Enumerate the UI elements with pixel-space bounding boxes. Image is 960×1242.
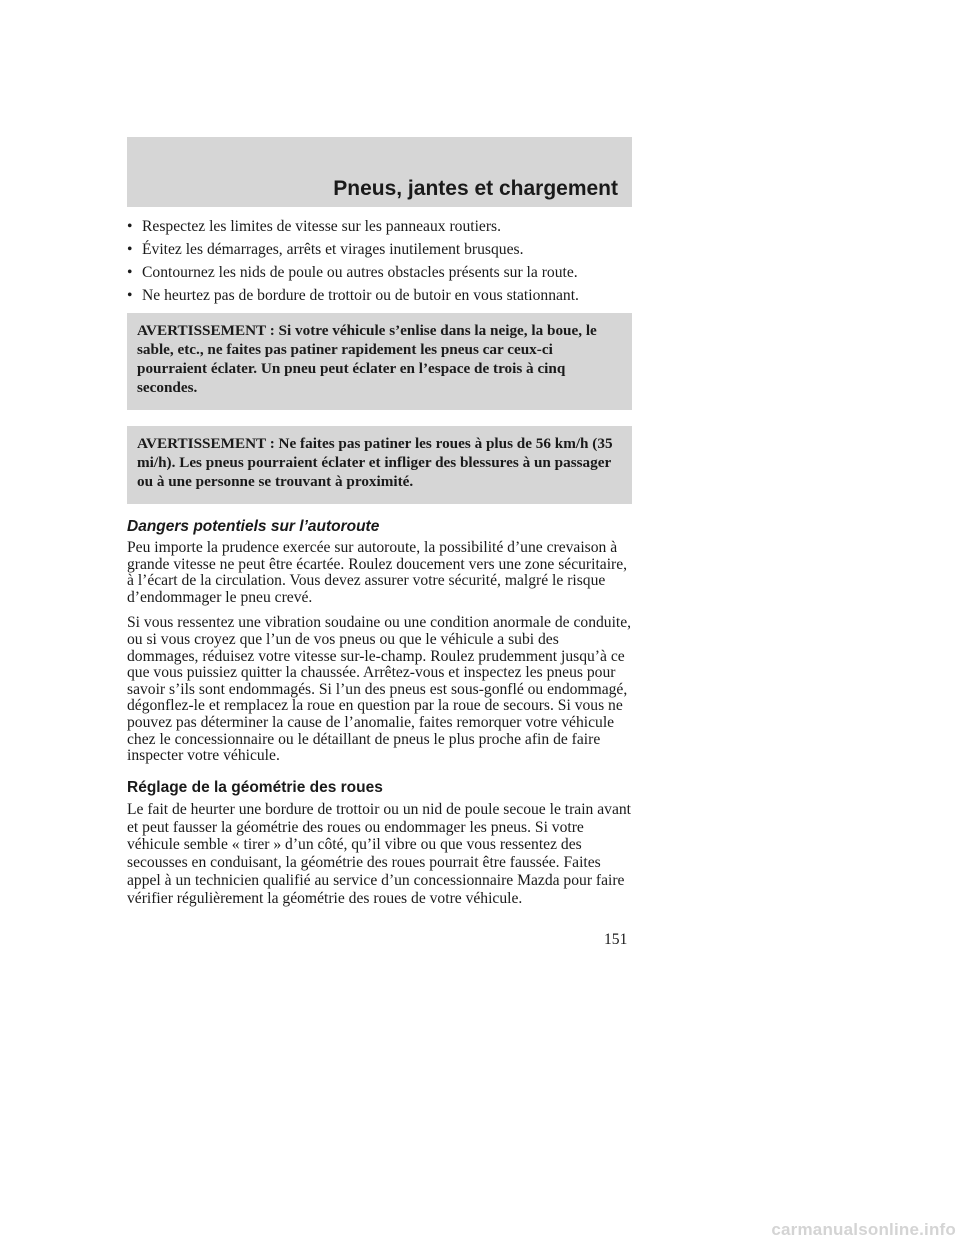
paragraph: Le fait de heurter une bordure de trottoir ou un nid de poule secoue le train avant et peut fausser la géométrie des roues ou endommager les pneus. Si votre véhicule semble « tirer » d’un côté, qu’il vibre ou que vous ressentez des secousses en conduisant, la géométrie des roues pourrait être faussée. Faites appel à un technicien qualifié au service d’un concessionnaire Mazda pour faire vérifier régulièrement la géométrie des roues de votre véhicule. [127, 800, 632, 907]
bullet-icon: • [127, 241, 133, 258]
warning-box-speed: AVERTISSEMENT : Ne faites pas patiner les roues à plus de 56 km/h (35 mi/h). Les pneus pourraient éclater et infliger des blessures à un passager ou à une personne se trouvant à proximité. [127, 426, 632, 504]
list-item [127, 218, 632, 235]
list-item [127, 264, 632, 281]
list-item [127, 287, 632, 304]
bullet-list [127, 218, 632, 304]
page-number: 151 [604, 931, 628, 948]
bullet-icon: • [127, 264, 133, 281]
bullet-icon: • [127, 287, 133, 304]
bullet-text: Contournez les nids de poule ou autres obstacles présents sur la route. [142, 264, 578, 281]
paragraph: Si vous ressentez une vibration soudaine ou une condition anormale de conduite, ou si vous croyez que l’un de vos pneus ou que le véhicule a subi des dommages, réduisez votre vitesse sur-le-champ. Roulez prudemment jusqu’à ce que vous puissiez quitter la chaussée. Arrêtez-vous et inspectez les pneus pour savoir s’ils sont endommagés. Si l’un des pneus est sous-gonflé ou endommagé, dégonflez-le et remplacez la roue en question par la roue de secours. Si vous ne pouvez pas déterminer la cause de l’anomalie, faites remorquer votre véhicule chez le concessionnaire ou le détaillant de pneus le plus proche afin de faire inspecter votre véhicule. [127, 614, 632, 765]
warning-box-spinning: AVERTISSEMENT : Si votre véhicule s’enlise dans la neige, la boue, le sable, etc., ne faites pas patiner rapidement les pneus car ceux-ci pourraient éclater. Un pneu peut éclater en l’espace de trois à cinq secondes. [127, 313, 632, 410]
section-title-highway: Dangers potentiels sur l’autoroute [127, 518, 380, 535]
section-title-alignment: Réglage de la géométrie des roues [127, 778, 383, 796]
header-band [127, 137, 632, 207]
page-header-title: Pneus, jantes et chargement [333, 177, 618, 200]
watermark: carmanualsonline.info [771, 1220, 956, 1239]
bullet-text: Respectez les limites de vitesse sur les panneaux routiers. [142, 218, 501, 235]
list-item [127, 241, 632, 258]
bullet-text: Ne heurtez pas de bordure de trottoir ou de butoir en vous stationnant. [142, 287, 579, 304]
bullet-text: Évitez les démarrages, arrêts et virages inutilement brusques. [142, 241, 524, 258]
page-content [127, 218, 632, 917]
paragraph: Peu importe la prudence exercée sur autoroute, la possibilité d’une crevaison à grande vitesse ne peut être écartée. Roulez doucement vers une zone sécuritaire, à l’écart de la circulation. Vous devez assurer votre sécurité, malgré le risque d’endommager le pneu crevé. [127, 539, 628, 606]
bullet-icon: • [127, 218, 133, 235]
